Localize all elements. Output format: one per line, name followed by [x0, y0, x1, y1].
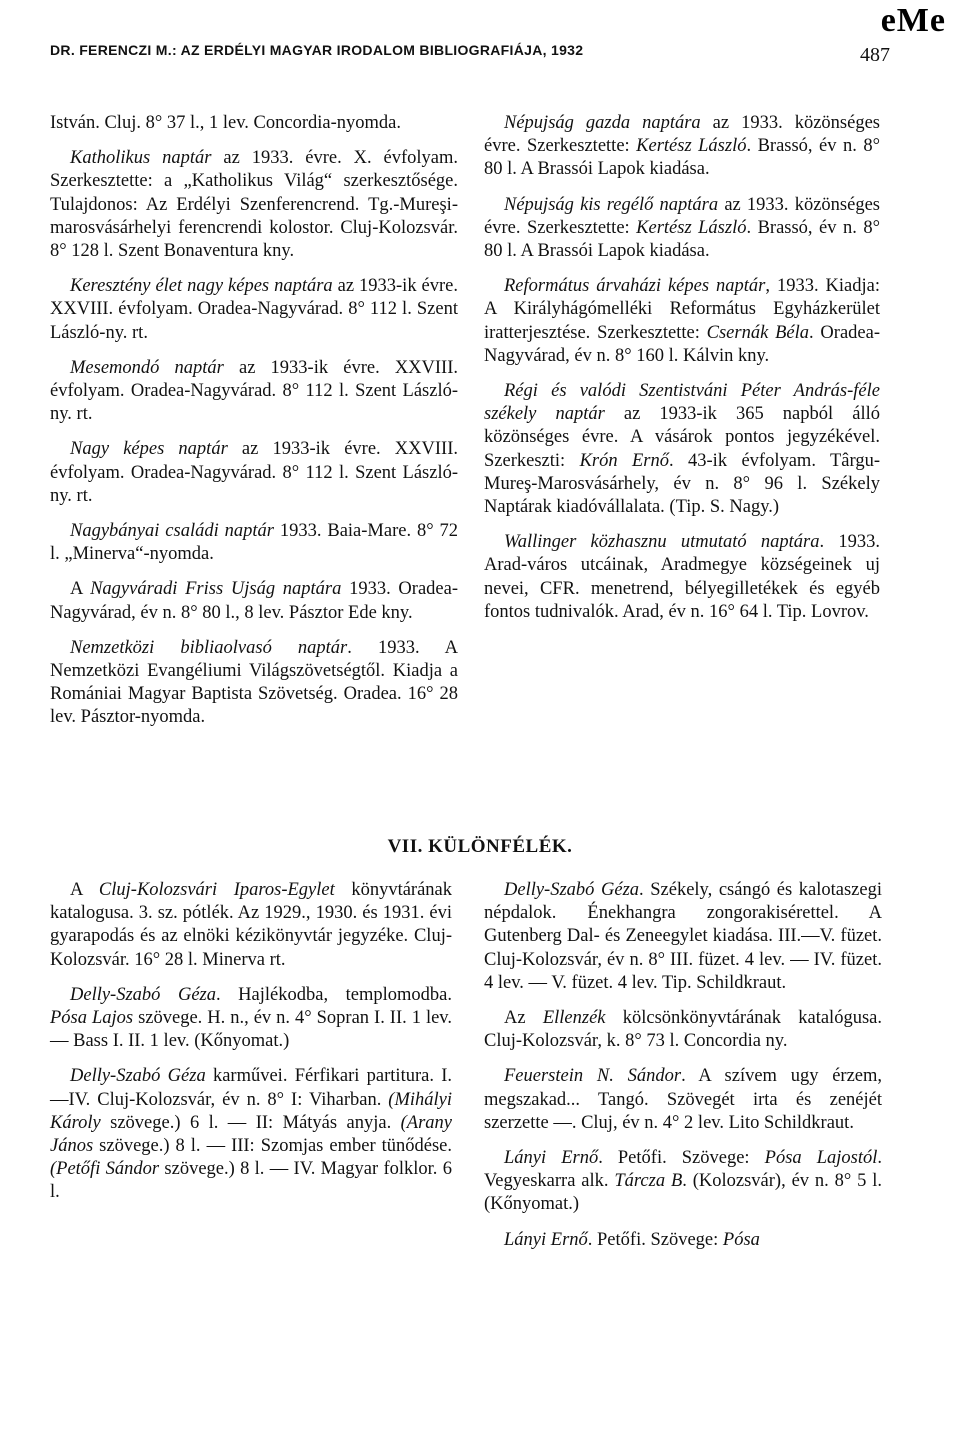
entry-text: Az	[504, 1008, 543, 1029]
entry-text: az 1933. évre. X. évfolyam. Szerkesztette: a „Katholikus Világ“ szerkesztősége. Tulajdonos: Az Erdélyi Szenferencrend. Tg.-Mureşi-marosvásárhelyi ferencrendi kolostor. Cluj-Kolozsvár. 8° 128 l. Szent Bonaventura kny.	[50, 148, 458, 262]
bibliography-entry	[484, 531, 880, 624]
entry-title-italic: Keresztény élet nagy képes naptára	[70, 276, 333, 297]
entry-text: az 1933-ik évre. XXVIII. évfolyam. Oradea-Nagyvárad. 8° 112 l. Szent László-ny. rt.	[50, 276, 458, 343]
bibliography-entry	[484, 879, 882, 995]
entry-title-italic: Delly-Szabó Géza	[504, 880, 640, 900]
bibliography-entry	[50, 578, 458, 624]
entry-text: szövege. H. n., év n. 4° Sopran I. II. 1 lev. — Bass I. II. 1 lev. (Kőnyomat.)	[50, 1008, 452, 1052]
entry-text: az 1933-ik évre. XXVIII. évfolyam. Oradea-Nagyvárad. 8° 112 l. Szent László-ny. rt.	[50, 357, 459, 425]
emething-watermark-logo: eMe	[880, 2, 946, 39]
entry-text: . A szívem ugy érzem, megszakad... Tangó. Szövegét irta és zenéjét szerzette —. Cluj, év n. 4° 2 lev. Lito Schildkraut.	[484, 1066, 883, 1133]
entry-text: . Hajlékodba, templomodba.	[216, 984, 452, 1005]
column-top-right	[484, 112, 880, 624]
entry-text: A	[70, 579, 91, 600]
entry-text: karművei. Férfikari partitura. I.—IV. Cluj-Kolozsvár, év n. 8° I: Viharban.	[50, 1066, 452, 1110]
bibliography-entry	[484, 1229, 882, 1252]
entry-text: . Oradea-Nagyvárad, év n. 8° 160 l. Kálvin kny.	[484, 322, 880, 366]
entry-title-italic: Delly-Szabó Géza	[70, 1066, 206, 1087]
entry-text: . 1933. A Nemzetközi Evangéliumi Világszövetségtől. Kiadja a Romániai Magyar Baptista Szövetség. Oradea. 16° 28 lev. Pásztor-nyomda.	[50, 637, 459, 728]
entry-text: . Székely, csángó és kalotaszegi népdalok. Énekhangra zongorakisérettel. A Gutenberg Dal- és Zeneegylet kiadása. III.—V. füzet. Cluj-Kolozsvár, év n. 8° III. füzet. 4 lev. — IV. füzet. 4 lev. — V. füzet. 4 lev. Tip. Schildkraut.	[484, 880, 882, 993]
bibliography-entry	[484, 194, 880, 264]
entry-title-italic: Kertész László	[636, 136, 747, 157]
entry-text: az 1933-ik 365 napból álló közönséges évre. A vásárok pontos jegyzékével. Szerkeszti:	[484, 404, 880, 471]
entry-title-italic: Pósa	[722, 1229, 760, 1250]
entry-title-italic: Mesemondó naptár	[70, 357, 224, 378]
bibliography-entry	[50, 1065, 452, 1204]
bibliography-entry	[484, 380, 880, 519]
bibliography-entry	[50, 637, 458, 730]
bibliography-entry	[50, 147, 458, 263]
entry-text: az 1933. közönséges évre. Szerkesztette:	[484, 113, 880, 157]
entry-text: 1933. Baia-Mare. 8° 72 l. „Minerva“-nyomda.	[50, 521, 458, 565]
bibliography-entry	[50, 357, 458, 427]
entry-title-italic: Feuerstein N. Sándor	[504, 1066, 682, 1087]
entry-text: . Petőfi. Szövege:	[587, 1229, 723, 1250]
entry-title-italic: Református árvaházi képes naptár	[504, 276, 766, 297]
entry-title-italic: Pósa Lajostól	[764, 1148, 878, 1169]
entry-text: . Brassó, év n. 8° 80 l. A Brassói Lapok kiadása.	[484, 217, 880, 262]
bibliography-entry	[484, 275, 880, 368]
entry-text: . Petőfi. Szövege:	[598, 1148, 765, 1169]
bibliography-entry	[484, 112, 880, 182]
entry-text: szövege.) 8 l. — IV. Magyar folklor. 6 l.	[50, 1159, 452, 1203]
entry-text: szövege.) 8 l. — III: Szomjas ember tünődése.	[93, 1136, 452, 1157]
section-heading: VII. KÜLÖNFÉLÉK.	[387, 836, 573, 857]
entry-text: . (Kolozsvár), év n. 8° 5 l. (Kőnyomat.)	[484, 1171, 882, 1215]
column-top-left	[50, 112, 458, 730]
entry-title-italic: Tárcza B	[614, 1171, 683, 1192]
entry-title-italic: (Petőfi Sándor	[50, 1159, 160, 1180]
entry-title-italic: Csernák Béla	[706, 322, 809, 343]
entry-title-italic: Régi és valódi Szentistváni Péter András-féle székely naptár	[484, 381, 880, 425]
bibliography-entry	[484, 1147, 882, 1217]
entry-text: szövege.) 6 l. — II: Mátyás anyja.	[100, 1112, 401, 1133]
entry-title-italic: (Mihályi Károly	[50, 1089, 452, 1133]
entry-text: , 1933. Kiadja: A Királyhágómelléki Református Egyházkerület iratterjesztése. Szerkesztette:	[484, 276, 881, 343]
entry-title-italic: Nemzetközi bibliaolvasó naptár	[70, 637, 348, 658]
bibliography-entry	[50, 879, 452, 972]
entry-title-italic: Delly-Szabó Géza	[70, 984, 216, 1005]
entry-title-italic: Katholikus naptár	[70, 148, 212, 169]
entry-title-italic: Pósa Lajos	[50, 1008, 134, 1029]
entry-title-italic: Népujság kis regélő naptára	[504, 194, 719, 215]
column-bottom-right	[484, 879, 882, 1252]
bibliography-entry	[50, 275, 458, 345]
entry-text: . 1933. Arad-város utcáinak, Aradmegye községeinek uj nevei, CFR. menetrend, bélyegilletékek és egyéb fontos tudnivalók. Arad, év n. 16° 64 l. Tip. Lovrov.	[484, 532, 880, 622]
page-number: 487	[860, 44, 890, 66]
entry-text: kölcsönkönyvtárának katalógusa. Cluj-Kolozsvár, k. 8° 73 l. Concordia ny.	[484, 1008, 882, 1052]
entry-title-italic: Nagyváradi Friss Ujság naptára	[90, 579, 342, 600]
entry-text: . 43-ik évfolyam. Târgu-Mureş-Marosvásárhely, év n. 8° 96 l. Székely Naptárak kiadóvállalata. (Tip. S. Nagy.)	[484, 450, 880, 518]
entry-title-italic: Kertész László	[636, 217, 747, 238]
entry-text: . Brassó, év n. 8° 80 l. A Brassói Lapok kiadása.	[484, 136, 880, 180]
entry-text: István. Cluj. 8° 37 l., 1 lev. Concordia-nyomda.	[50, 113, 401, 133]
entry-title-italic: Lányi Ernő	[504, 1229, 588, 1250]
entry-text: 1933. Oradea-Nagyvárad, év n. 8° 80 l., 8 lev. Pásztor Ede kny.	[50, 579, 458, 623]
entry-title-italic: Cluj-Kolozsvári Iparos-Egylet	[98, 880, 335, 900]
entry-text: A	[70, 880, 99, 900]
entry-title-italic: Népujság gazda naptára	[504, 113, 701, 133]
entry-title-italic: (Arany János	[50, 1112, 452, 1157]
bibliography-entry	[50, 438, 458, 508]
bibliography-entry	[484, 1007, 882, 1053]
entry-text: . Vegyeskarra alk.	[484, 1148, 882, 1192]
entry-title-italic: Lányi Ernő	[504, 1148, 599, 1169]
entry-text: könyvtárának katalogusa. 3. sz. pótlék. Az 1929., 1930. és 1931. évi gyarapodás és az elnöki kézikönyvtár jegyzéke. Cluj-Kolozsvár. 16° 28 l. Minerva rt.	[50, 880, 453, 970]
entry-title-italic: Nagybányai családi naptár	[70, 521, 274, 542]
bibliography-entry	[50, 984, 452, 1054]
running-header-title: DR. FERENCZI M.: AZ ERDÉLYI MAGYAR IRODALOM BIBLIOGRAFIÁJA, 1932	[50, 42, 584, 58]
entry-text: az 1933. közönséges évre. Szerkesztette:	[484, 194, 880, 238]
entry-title-italic: Krón Ernő	[579, 450, 669, 471]
entry-title-italic: Ellenzék	[542, 1008, 606, 1029]
entry-title-italic: Wallinger közhasznu utmutató naptára	[504, 532, 820, 553]
entry-text: az 1933-ik évre. XXVIII. évfolyam. Oradea-Nagyvárad. 8° 112 l. Szent László-ny. rt.	[50, 439, 458, 506]
bibliography-entry	[50, 520, 458, 566]
bibliography-entry	[50, 112, 458, 135]
column-bottom-left	[50, 879, 452, 1205]
entry-title-italic: Nagy képes naptár	[70, 439, 228, 460]
bibliography-entry	[484, 1065, 882, 1135]
